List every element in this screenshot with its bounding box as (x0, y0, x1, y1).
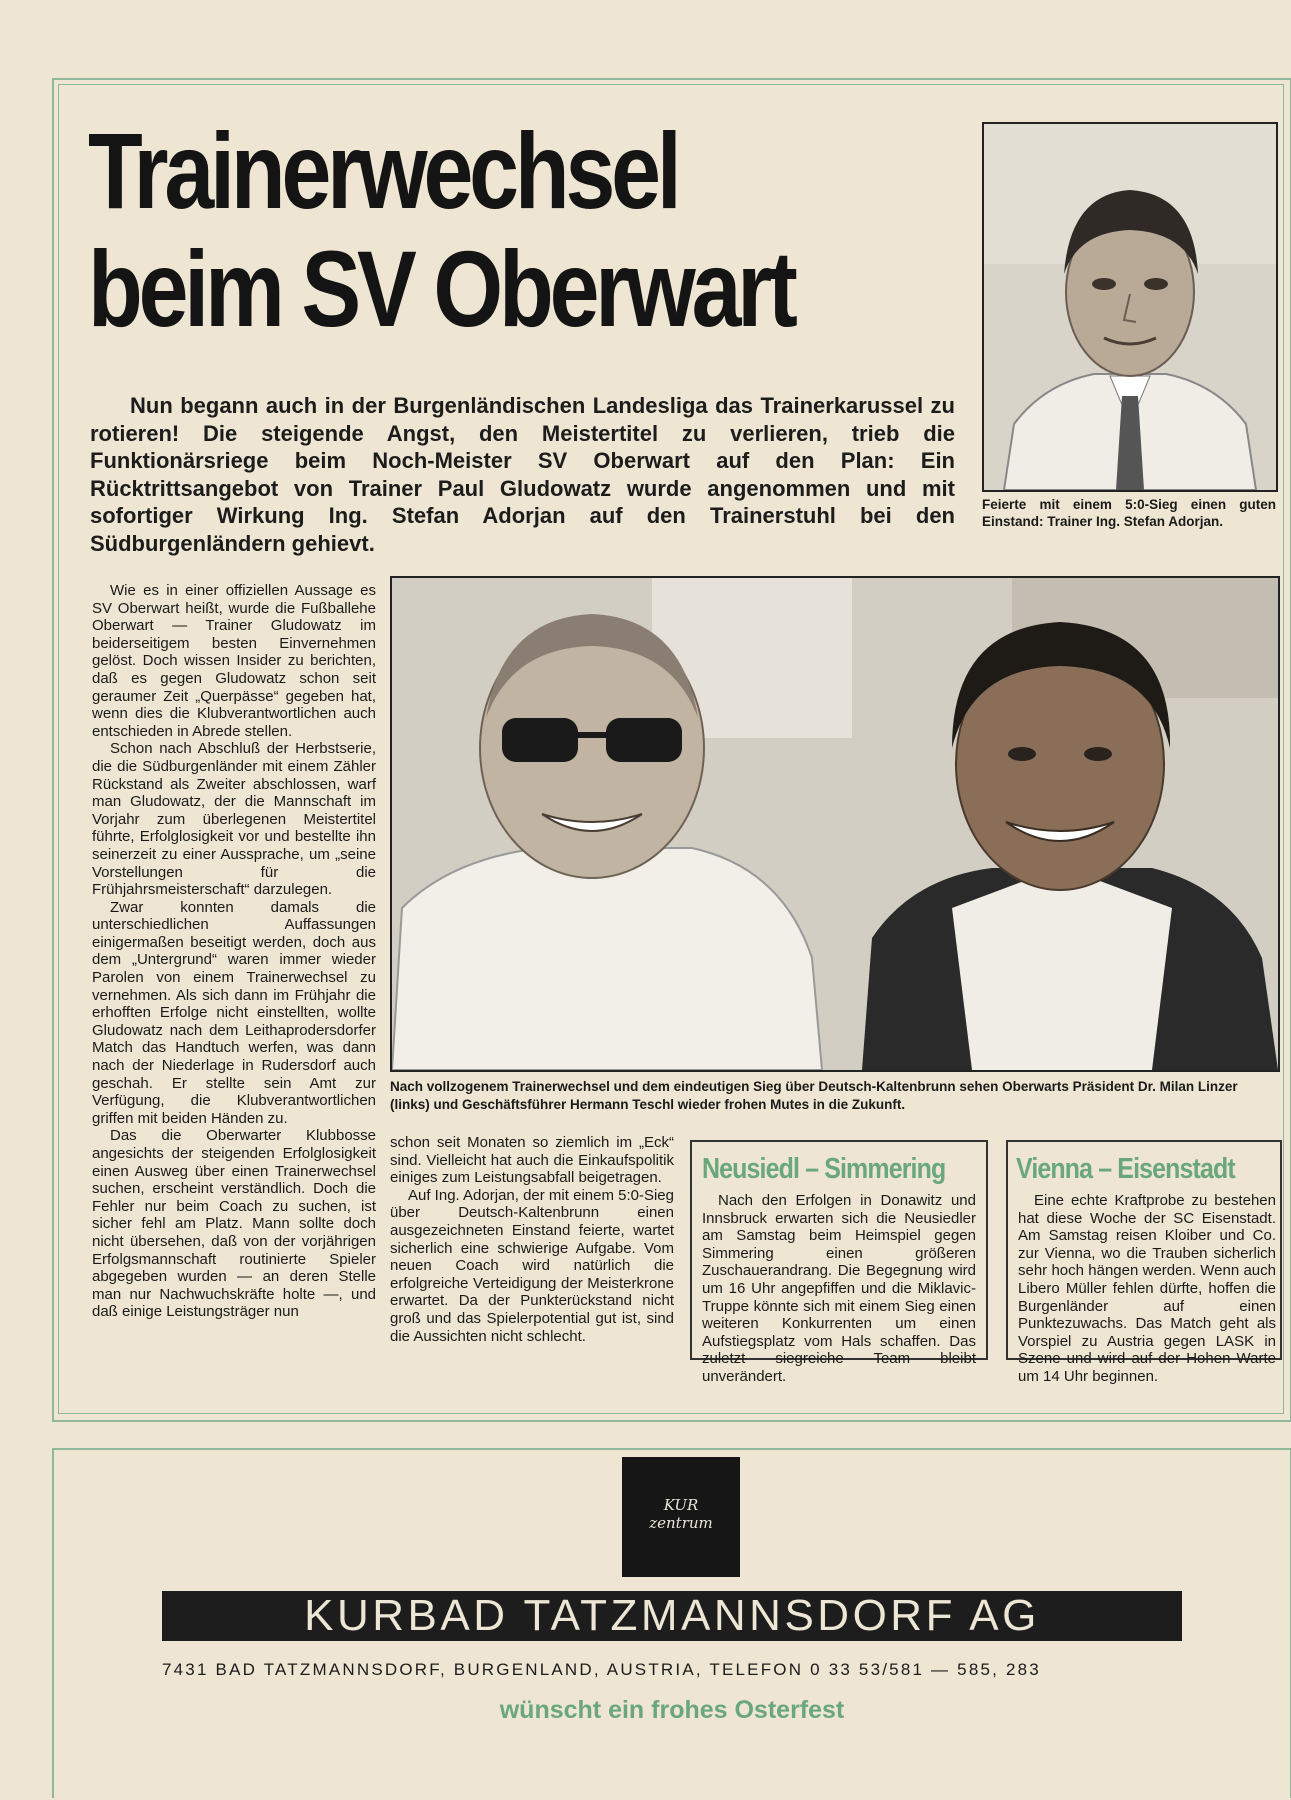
headline (88, 112, 818, 348)
article-paragraph: Wie es in einer offiziellen Aussage es SV Oberwart heißt, wurde die Fußballehe Oberwart — Trainer Gludowatz im beiderseitigem besten Einvernehmen gelöst. Doch wissen Insider zu berichten, daß es gegen Gludowatz schon seit geraumer Zeit „Querpässe“ gegeben hat, wenn dies die Klubverantwortlichen auch entschieden in Abrede stellen. (92, 582, 376, 740)
box-text: Eine echte Kraftprobe zu bestehen hat diese Woche der SC Eisenstadt. Am Samstag reisen Kloiber und Co. zur Vienna, wo die Trauben sicherlich sehr hoch hängen werden. Wenn auch Libero Müller fehlen dürfte, hoffen die Burgenländer auf einen Punktezuwachs. Das Match geht als Vorspiel zu Austria gegen LASK in Szene und wird auf der Hohen Warte um 14 Uhr beginnen. (1018, 1192, 1276, 1385)
article-paragraph: schon seit Monaten so ziemlich im „Eck“ sind. Vielleicht hat auch die Einkaufspolitik einiges zum Leistungsabfall beigetragen. (390, 1134, 674, 1187)
group-photo-illustration (392, 578, 1278, 1070)
portrait-photo (982, 122, 1278, 492)
kurzentrum-logo (622, 1457, 740, 1577)
logo-text-line-1: KUR (663, 1496, 699, 1514)
lead-paragraph: Nun begann auch in der Burgenländischen Landesliga das Trainerkarussel zu rotieren! Die steigende Angst, den Meistertitel zu verlieren, trieb die Funktionärsriege beim Noch-Meister SV Oberwart auf den Plan: Ein Rücktrittsangebot von Trainer Paul Gludowatz wurde angenommen und mit sofortiger Wirkung Ing. Stefan Adorjan auf den Trainerstuhl bei den Südburgenländern gehievt. (90, 393, 955, 556)
sidebar-box-vienna-eisenstadt (1006, 1140, 1282, 1385)
portrait-illustration (984, 124, 1276, 490)
article-column-1 (92, 582, 376, 1321)
box-title: Neusiedl – Simmering (702, 1153, 946, 1185)
ad-address: 7431 BAD TATZMANNSDORF, BURGENLAND, AUSTRIA, TELEFON 0 33 53/581 — 585, 283 (162, 1660, 1041, 1679)
sidebar-box-neusiedl-simmering (690, 1140, 988, 1385)
ad-greeting: wünscht ein frohes Osterfest (499, 1696, 845, 1724)
ad-company-name: KURBAD TATZMANNSDORF AG (162, 1591, 1182, 1641)
group-photo-caption: Nach vollzogenem Trainerwechsel und dem eindeutigen Sieg über Deutsch-Kaltenbrunn sehen Oberwarts Präsident Dr. Milan Linzer (links) und Geschäftsführer Hermann Teschl wieder frohen Mutes in die Zukunft. (390, 1079, 1238, 1112)
article-paragraph: Das die Oberwarter Klubbosse angesichts der steigenden Erfolglosigkeit einen Ausweg über einen Trainerwechsel suchen, erscheint verständlich. Doch die Fehler nur beim Coach zu suchen, ist sicher fehl am Platz. Mann sollte doch nicht übersehen, daß von der vorjährigen Erfolgsmannschaft routinierte Spieler abgegeben wurden — an deren Stelle man nur Nachwuchskräfte holte —, und daß einige Leistungsträger nun (92, 1127, 376, 1321)
article-paragraph: Zwar konnten damals die unterschiedlichen Auffassungen einigermaßen beseitigt werden, doch aus dem „Untergrund“ waren immer wieder Parolen von einem Trainerwechsel zu vernehmen. Als sich dann im Frühjahr die erhofften Erfolge nicht einstellten, wollte Gludowatz nach dem Leithaprodersdorfer Match das Handtuch werfen, was dann nach der Niederlage in Rudersdorf auch geschah. Er stellte sein Amt zur Verfügung, die Klubverantwortlichen griffen mit beiden Händen zu. (92, 898, 376, 1127)
box-title: Vienna – Eisenstadt (1016, 1153, 1235, 1185)
article-column-2 (390, 1134, 674, 1345)
headline-line-1: Trainerwechsel (88, 110, 678, 231)
portrait-caption: Feierte mit einem 5:0-Sieg einen guten Einstand: Trainer Ing. Stefan Adorjan. (982, 497, 1276, 529)
headline-line-2: beim SV Oberwart (88, 228, 794, 349)
article-paragraph: Auf Ing. Adorjan, der mit einem 5:0-Sieg über Deutsch-Kaltenbrunn einen ausgezeichneten Einstand feierte, wartet sicherlich eine schwierige Aufgabe. Vom neuen Coach wird natürlich die erfolgreiche Verteidigung der Meisterkrone erwartet. Da der Punkterückstand nicht groß und das Spielerpotential gut ist, sind die Aussichten nicht schlecht. (390, 1186, 674, 1345)
box-text: Nach den Erfolgen in Donawitz und Innsbruck erwarten sich die Neusiedler am Samstag beim Heimspiel gegen Simmering einen größeren Zuschauerandrang. Die Begegnung wird um 16 Uhr angepfiffen und die Miklavic-Truppe könnte sich mit einem Sieg einen weiteren Konkurrenten um einen Aufstiegsplatz vom Hals schaffen. Das zuletzt siegreiche Team bleibt unverändert. (702, 1192, 976, 1385)
group-photo (390, 576, 1280, 1072)
logo-text-line-2: zentrum (649, 1514, 713, 1532)
article-paragraph: Schon nach Abschluß der Herbstserie, die die Südburgenländer mit einem Zähler Rückstand als Zweiter abschlossen, warf man Gludowatz, der die Mannschaft im Vorjahr zum überlegenen Meistertitel führte, Erfolglosigkeit vor und bestellte ihn seinerzeit zu einer Aussprache, um „seine Vorstellungen für die Frühjahrsmeisterschaft“ darzulegen. (92, 740, 376, 899)
